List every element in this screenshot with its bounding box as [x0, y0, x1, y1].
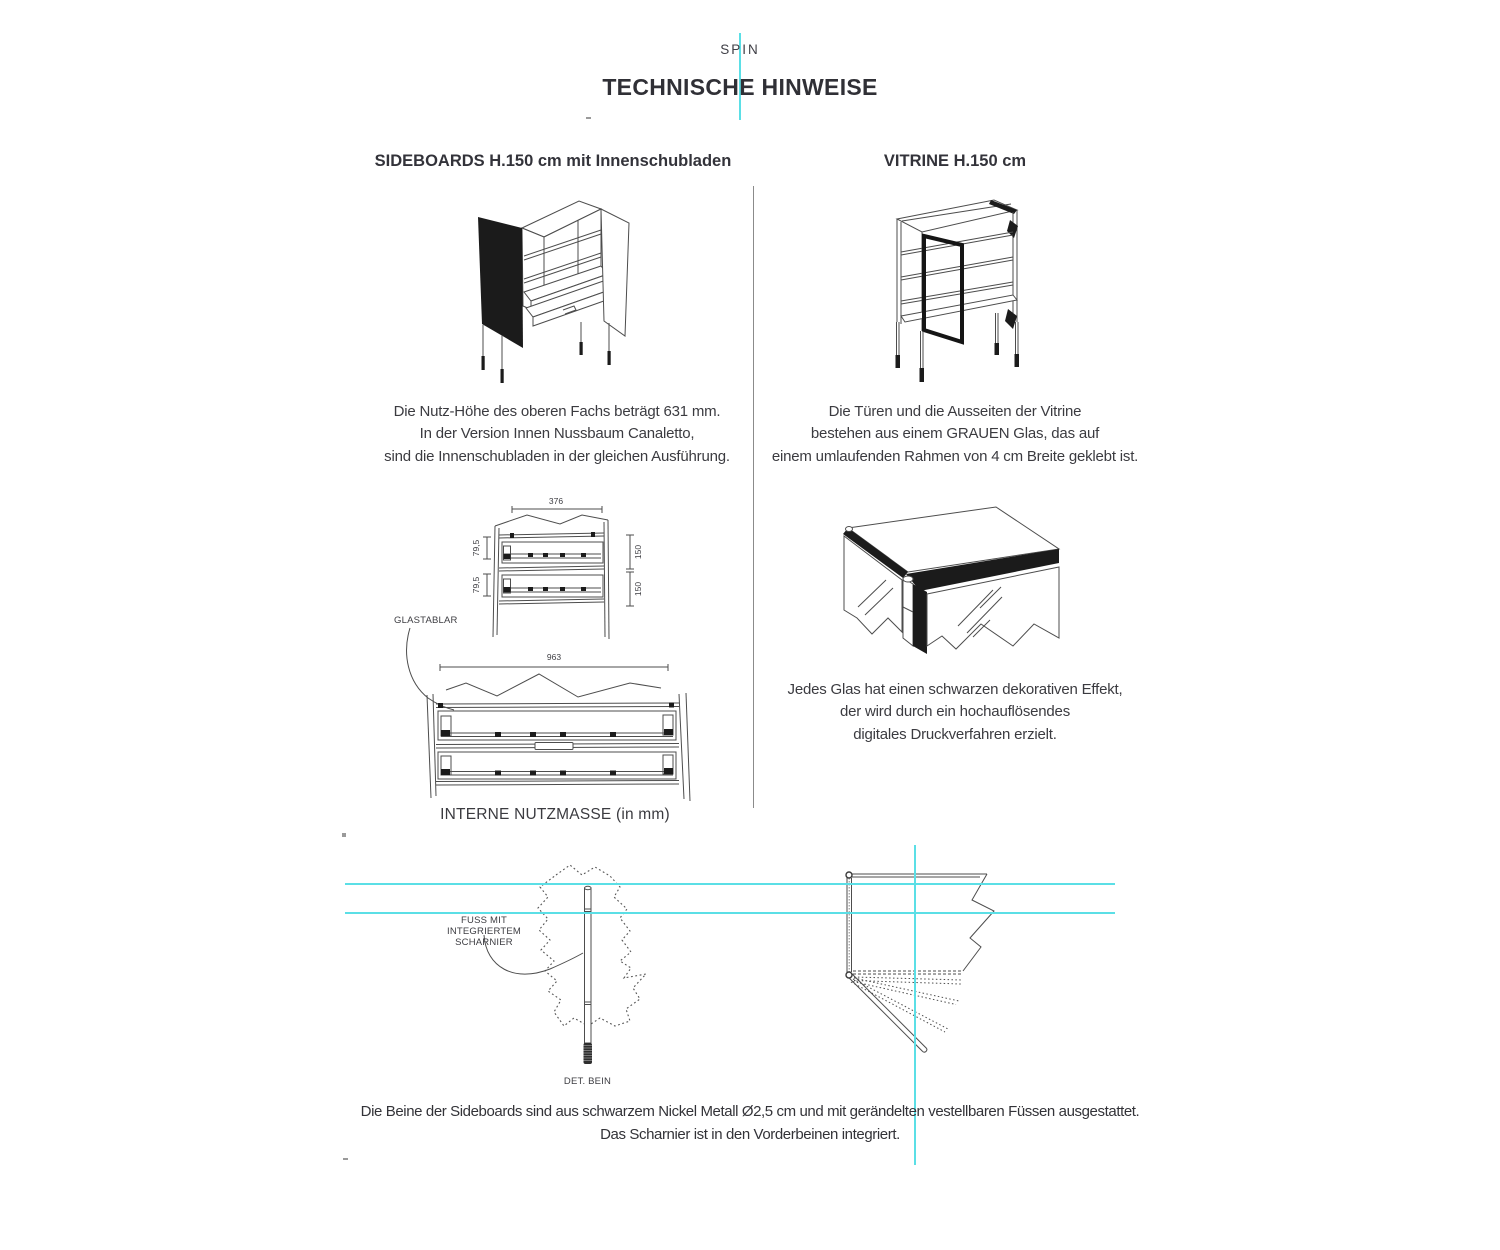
hinge-foot-label — [425, 915, 543, 948]
interne-nutzmasse-caption: INTERNE NUTZMASSE (in mm) — [440, 806, 670, 823]
glass-effect-note-line: digitales Druckverfahren erzielt. — [853, 725, 1057, 743]
footer-note-line: Das Scharnier ist in den Vorderbeinen integriert. — [600, 1126, 900, 1143]
sideboard-note — [357, 401, 757, 468]
dim-79-5-upper-label: 79,5 — [471, 539, 481, 557]
sideboard-isometric-drawing — [460, 195, 680, 395]
column-divider — [753, 186, 754, 808]
hinge-foot-label-line: INTEGRIERTEM SCHARNIER — [446, 926, 521, 948]
footer-note-line: Die Beine der Sideboards sind aus schwarzem Nickel Metall Ø2,5 cm und mit gerändelten vestellbaren Füssen ausgestattet. — [360, 1103, 1140, 1120]
sideboard-note-line: sind die Innenschubladen in der gleichen Ausführung. — [384, 447, 730, 465]
right-column-heading: VITRINE H.150 cm — [883, 152, 1027, 170]
guide-line-horizontal-lower — [345, 912, 1115, 914]
vitrine-note-line: Die Türen und die Ausseiten der Vitrine — [828, 403, 1082, 420]
leg-detail-drawing — [470, 845, 690, 1075]
dim-963-label: 963 — [546, 652, 562, 662]
sideboard-note-line: Die Nutz-Höhe des oberen Fachs beträgt 631 mm. — [393, 403, 721, 420]
glastablar-label: GLASTABLAR — [394, 615, 458, 626]
registration-mark-top — [586, 117, 591, 119]
brand-text: SPIN — [720, 42, 760, 57]
vitrine-isometric-drawing — [865, 195, 1085, 395]
guide-line-horizontal-upper — [345, 883, 1115, 885]
internal-dimensions-width-drawing — [400, 645, 720, 805]
vitrine-note-line: einem umlaufenden Rahmen von 4 cm Breite geklebt ist. — [771, 447, 1139, 465]
dim-79-5-lower-label: 79,5 — [471, 576, 481, 594]
dim-376-label: 376 — [548, 496, 564, 506]
hinge-swing-diagram — [820, 850, 1120, 1080]
glass-effect-note-line: der wird durch ein hochauflösendes — [839, 703, 1070, 721]
left-column-heading: SIDEBOARDS H.150 cm mit Innenschubladen — [374, 152, 732, 170]
vitrine-note — [755, 401, 1155, 468]
registration-mark-bottom — [343, 1158, 348, 1160]
glass-corner-detail-drawing — [830, 500, 1160, 670]
hinge-foot-label-line: FUSS MIT — [461, 915, 507, 926]
glass-effect-note — [755, 679, 1155, 746]
vitrine-note-line: bestehen aus einem GRAUEN Glas, das auf — [810, 425, 1100, 443]
page-title: TECHNISCHE HINWEISE — [602, 74, 878, 100]
dim-150-lower-label: 150 — [633, 581, 643, 597]
det-bein-caption: DET. BEIN — [563, 1076, 612, 1087]
glass-effect-note-line: Jedes Glas hat einen schwarzen dekorativen Effekt, — [787, 681, 1123, 698]
registration-mark-middle — [342, 833, 346, 837]
sideboard-note-line: In der Version Innen Nussbaum Canaletto, — [419, 425, 695, 443]
dim-150-upper-label: 150 — [633, 544, 643, 560]
footer-note — [300, 1100, 1200, 1146]
